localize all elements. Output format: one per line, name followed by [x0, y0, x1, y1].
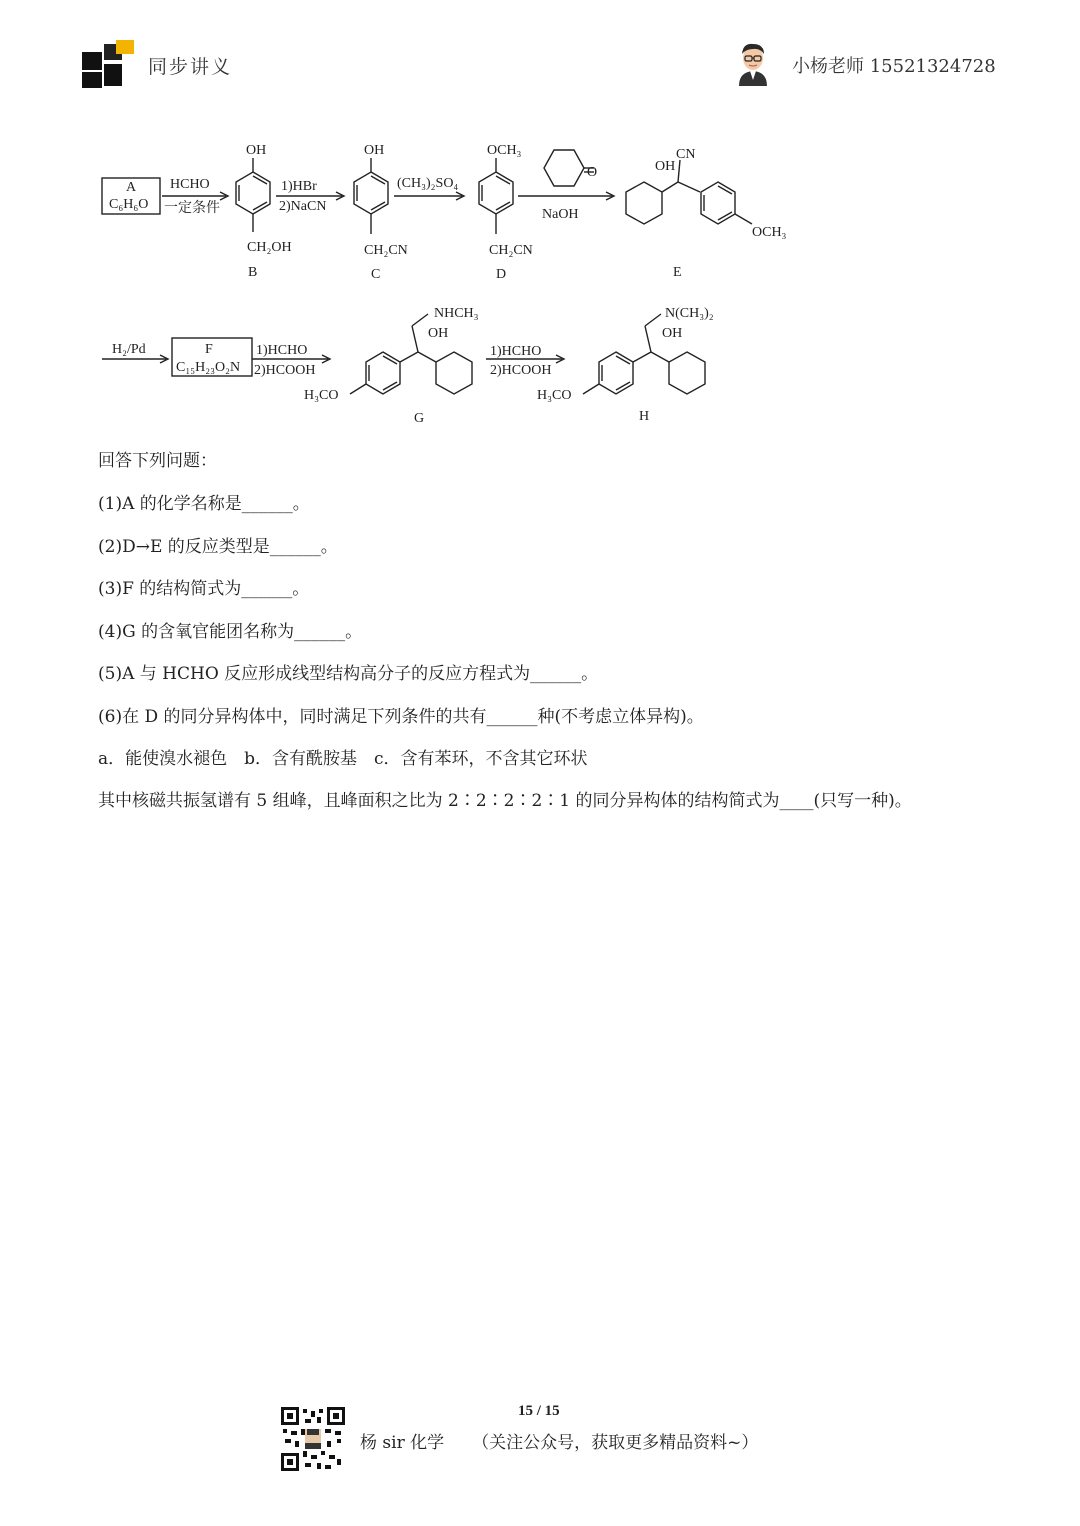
c-substituent: CH₂CN: [364, 243, 408, 258]
h-oh: OH: [662, 326, 683, 341]
question-2: (2)D→E 的反应类型是______。: [98, 537, 338, 557]
compound-d-label: D: [496, 267, 507, 282]
question-1: (1)A 的化学名称是______。: [98, 494, 310, 514]
question-6-nmr: 其中核磁共振氢谱有 5 组峰，且峰面积之比为 2∶2∶2∶2∶1 的同分异构体的结构简式为____(只写一种)。: [98, 791, 912, 811]
reagent-hcho: HCHO: [170, 177, 210, 192]
g-methoxy: H₃CO: [304, 388, 339, 403]
teacher-contact: 小杨老师 15521324728: [792, 56, 996, 77]
compound-a-formula: C₆H₆O: [109, 197, 149, 212]
h-methoxy: H₃CO: [537, 388, 572, 403]
reagent-nacn: 2)NaCN: [279, 199, 327, 214]
reagent-hcooh-2: 2)HCOOH: [254, 363, 316, 378]
b-substituent: CH₂OH: [247, 240, 292, 255]
e-och3: OCH₃: [752, 225, 787, 240]
e-cn: CN: [676, 147, 696, 162]
compound-e-label: E: [673, 265, 682, 280]
account-name: 杨 sir 化学: [360, 1433, 445, 1453]
compound-a-label: A: [126, 180, 137, 195]
c-oh: OH: [364, 143, 385, 158]
reaction-scheme: [96, 130, 836, 430]
document-title: 同步讲义: [148, 56, 233, 78]
question-6: (6)在 D 的同分异构体中，同时满足下列条件的共有______种(不考虑立体异构)。: [98, 707, 704, 727]
reagent-h2-pd: H₂/Pd: [112, 342, 146, 357]
reagent-hcho-3: 1)HCHO: [490, 344, 542, 359]
reagent-naoh: NaOH: [542, 207, 579, 222]
follow-note: （关注公众号，获取更多精品资料~）: [472, 1433, 759, 1453]
h-amine: N(CH₃)₂: [665, 306, 714, 321]
reagent-hcho-2: 1)HCHO: [256, 343, 308, 358]
reagent-condition: 一定条件: [164, 201, 220, 216]
compound-f-formula: C₁₅H₂₃O₂N: [176, 360, 241, 375]
questions-intro: 回答下列问题：: [98, 451, 217, 471]
brand-logo: [80, 40, 136, 90]
d-substituent: CH₂CN: [489, 243, 533, 258]
d-och3: OCH₃: [487, 143, 522, 158]
compound-c-label: C: [371, 267, 381, 282]
b-oh: OH: [246, 143, 267, 158]
g-amine: NHCH₃: [434, 306, 479, 321]
footer-line: [360, 1428, 758, 1453]
reagent-hcooh-3: 2)HCOOH: [490, 363, 552, 378]
g-oh: OH: [428, 326, 449, 341]
compound-h-label: H: [639, 409, 650, 424]
reagent-hbr: 1)HBr: [281, 179, 317, 194]
teacher-avatar: [733, 40, 773, 86]
compound-f-label: F: [205, 342, 213, 357]
question-4: (4)G 的含氧官能团名称为______。: [98, 622, 363, 642]
question-6-conditions: a．能使溴水褪色 b．含有酰胺基 c．含有苯环，不含其它环状: [98, 749, 588, 769]
compound-b-label: B: [248, 265, 258, 280]
question-3: (3)F 的结构简式为______。: [98, 579, 310, 599]
page-number: 15 / 15: [518, 1403, 560, 1419]
ketone-oxygen: O: [587, 165, 598, 180]
question-5: (5)A 与 HCHO 反应形成线型结构高分子的反应方程式为______。: [98, 664, 599, 684]
compound-g-label: G: [414, 411, 425, 426]
reagent-dimethyl-sulfate: (CH₃)₂SO₄: [397, 176, 459, 191]
qr-code: [281, 1407, 345, 1471]
e-oh: OH: [655, 159, 676, 174]
